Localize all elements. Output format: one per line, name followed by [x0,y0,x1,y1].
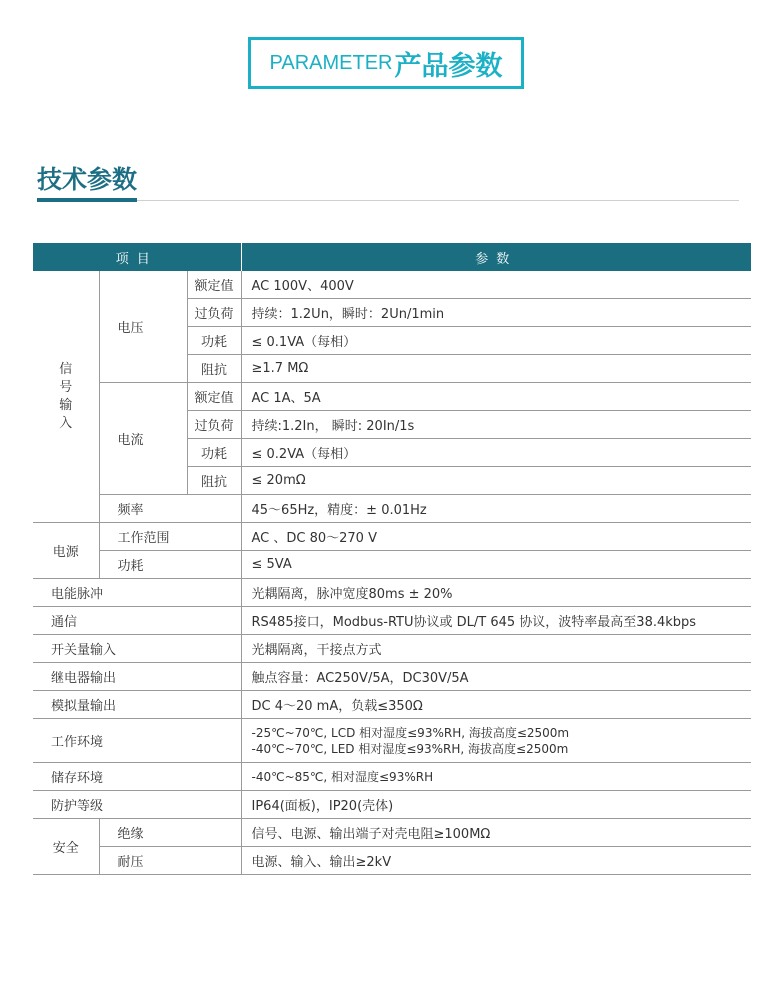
pulse-value: 光耦隔离，脉冲宽度80ms ± 20% [241,579,751,607]
protection-value: IP64(面板)，IP20(壳体) [241,791,751,819]
protection-name: 防护等级 [33,791,241,819]
table-row [33,579,751,607]
work-env-line1: -25℃~70℃, LCD 相对湿度≤93%RH, 海拔高度≤2500m [251,725,570,740]
work-env-name: 工作环境 [33,719,241,763]
frequency-value: 45～65Hz，精度：± 0.01Hz [241,495,751,523]
analog-output-name: 模拟量输出 [33,691,241,719]
table-header-row [33,243,751,271]
voltage-impedance-value: ≥1.7 MΩ [241,355,751,383]
current-rated-value: AC 1A、5A [241,383,751,411]
table-row [33,663,751,691]
storage-name: 储存环境 [33,763,241,791]
header-parameter: 参数 [241,243,751,271]
signal-input-cell [33,271,99,523]
voltage-overload-value: 持续：1.2Un，瞬时：2Un/1min [241,299,751,327]
header-item: 项目 [33,243,241,271]
table-row [33,607,751,635]
table-row [33,523,751,551]
table-row [33,691,751,719]
power-range-value: AC 、DC 80～270 V [241,523,751,551]
table-row [33,271,751,299]
voltage-power-value: ≤ 0.1VA（每相） [241,327,751,355]
table-row [33,819,751,847]
insulation-name: 绝缘 [99,819,241,847]
frequency-label: 频率 [99,495,241,523]
table-row [33,847,751,875]
work-env-value [241,719,751,763]
pulse-name: 电能脉冲 [33,579,241,607]
current-label: 电流 [99,383,187,495]
section-title: 技术参数 [37,165,138,194]
switch-input-name: 开关量输入 [33,635,241,663]
switch-input-value: 光耦隔离，干接点方式 [241,635,751,663]
power-consumption-name: 功耗 [99,551,241,579]
voltage-overload-name: 过负荷 [187,299,241,327]
power-label: 电源 [33,523,99,579]
table-row [33,791,751,819]
signal-input-label: 信号输入 [59,361,73,431]
work-env-line2: -40℃~70℃, LED 相对湿度≤93%RH, 海拔高度≤2500m [251,741,569,756]
voltage-rated-name: 额定值 [187,271,241,299]
table-row [33,763,751,791]
voltage-impedance-name: 阻抗 [187,355,241,383]
relay-output-name: 继电器输出 [33,663,241,691]
current-overload-value: 持续:1.2In， 瞬时: 20In/1s [241,411,751,439]
analog-output-value: DC 4～20 mA，负载≤350Ω [241,691,751,719]
table-row [33,495,751,523]
safety-label: 安全 [33,819,99,875]
power-range-name: 工作范围 [99,523,241,551]
parameter-banner [248,37,524,89]
table-row [33,551,751,579]
section-divider-accent [37,198,137,202]
spec-table [33,243,751,875]
current-power-name: 功耗 [187,439,241,467]
table-row [33,719,751,763]
relay-output-value: 触点容量：AC250V/5A，DC30V/5A [241,663,751,691]
power-consumption-value: ≤ 5VA [241,551,751,579]
withstand-value: 电源、输入、输出≥2kV [241,847,751,875]
voltage-label: 电压 [99,271,187,383]
current-power-value: ≤ 0.2VA（每相） [241,439,751,467]
banner-chinese-title: 产品参数 [394,50,503,82]
table-row [33,383,751,411]
current-overload-name: 过负荷 [187,411,241,439]
current-impedance-name: 阻抗 [187,467,241,495]
comm-name: 通信 [33,607,241,635]
comm-value: RS485接口，Modbus-RTU协议或 DL/T 645 协议，波特率最高至38.4kbps [241,607,751,635]
withstand-name: 耐压 [99,847,241,875]
current-impedance-value: ≤ 20mΩ [241,467,751,495]
table-row [33,635,751,663]
banner-english-title: PARAMETER [269,51,393,74]
section-divider [37,200,739,201]
storage-value: -40℃~85℃, 相对湿度≤93%RH [241,763,751,791]
current-rated-name: 额定值 [187,383,241,411]
voltage-rated-value: AC 100V、400V [241,271,751,299]
insulation-value: 信号、电源、输出端子对壳电阻≥100MΩ [241,819,751,847]
voltage-power-name: 功耗 [187,327,241,355]
